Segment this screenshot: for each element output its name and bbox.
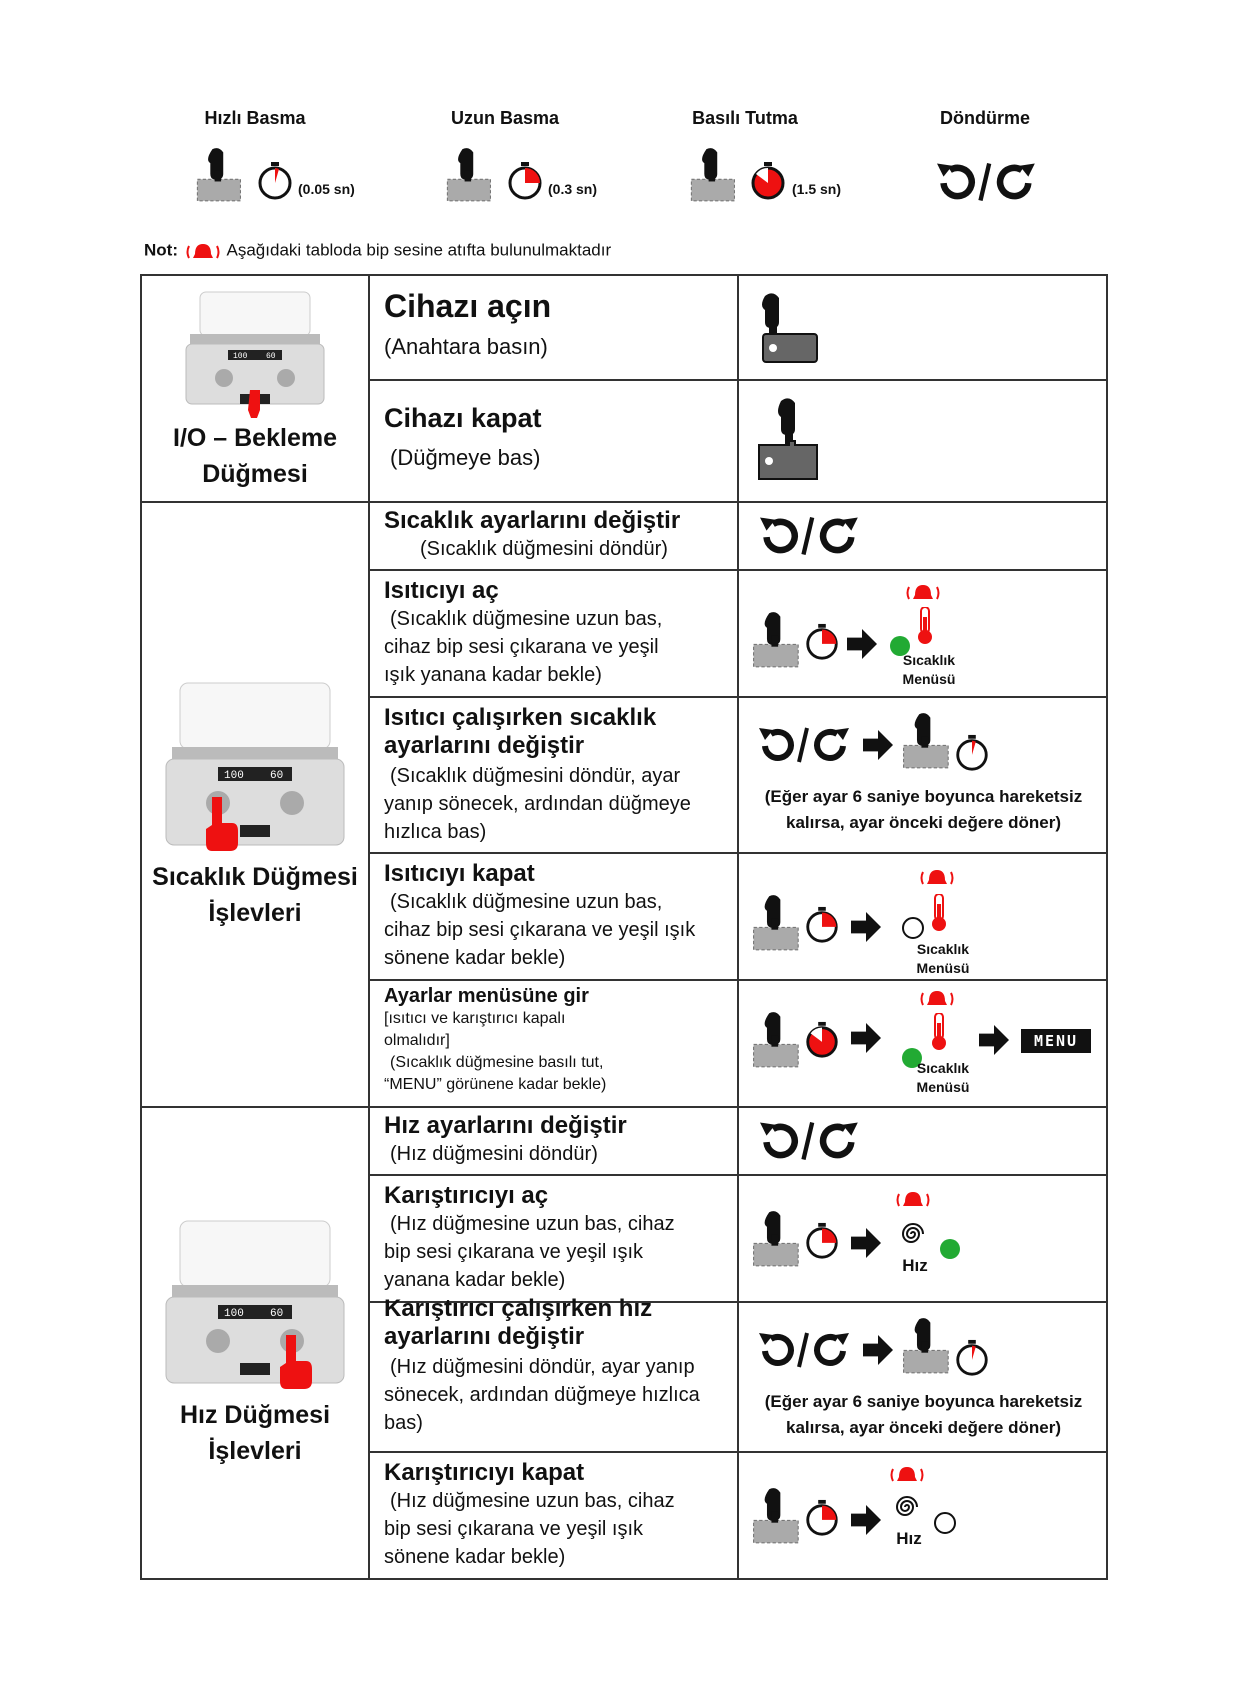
arrow-icon — [863, 1335, 893, 1365]
timer-icon — [748, 161, 788, 201]
action-title: Isıtıcıyı kapat — [384, 860, 535, 887]
legend-time: (1.5 sn) — [792, 181, 842, 197]
rotate-icon — [755, 722, 855, 768]
action-desc: sönecek, ardından düğmeye hızlıca — [384, 1384, 700, 1406]
press-icon — [190, 147, 250, 203]
action-desc: (Sıcaklık düğmesini döndür, ayar — [390, 765, 681, 787]
bell-icon — [919, 866, 955, 888]
icons-stirrer-off — [738, 1452, 1107, 1579]
action-title: Cihazı açın — [384, 288, 552, 324]
timer-icon — [953, 734, 991, 772]
timer-icon — [505, 161, 545, 201]
icons-stirrer-change — [738, 1302, 1107, 1452]
action-desc: (Anahtara basın) — [384, 334, 548, 359]
action-desc: sönene kadar bekle) — [384, 947, 566, 969]
press-icon — [751, 1487, 803, 1545]
action-desc: (Hız düğmesine uzun bas, cihaz — [390, 1490, 675, 1512]
action-temp-set — [369, 502, 738, 570]
icons-power-on — [738, 275, 1107, 380]
svg-text:60: 60 — [266, 351, 276, 361]
action-title: Karıştırıcıyı aç — [384, 1182, 549, 1209]
arrow-icon — [851, 912, 881, 942]
icons-temp-set — [738, 502, 1107, 570]
action-desc: (Sıcaklık düğmesine uzun bas, — [390, 608, 663, 630]
bell-icon — [895, 1188, 931, 1210]
action-desc: (Sıcaklık düğmesine uzun bas, — [390, 891, 663, 913]
thermometer-icon — [929, 894, 949, 934]
icons-heater-on — [738, 570, 1107, 697]
action-desc: [ısıtıcı ve karıştırıcı kapalı — [384, 1010, 566, 1027]
rotate-icon — [932, 157, 1042, 207]
press-icon — [901, 712, 953, 770]
temp-menu-label: Sıcaklık Menüsü — [916, 941, 970, 976]
press-icon — [440, 147, 500, 203]
timer-icon — [803, 1499, 841, 1537]
press-switch-icon — [753, 395, 823, 485]
action-desc: bas) — [384, 1412, 423, 1434]
menu-display: MENU — [1021, 1029, 1091, 1053]
legend-hold-press — [620, 108, 870, 227]
action-desc: (Sıcaklık düğmesine basılı tut, — [390, 1054, 604, 1071]
action-desc: bip sesi çıkarana ve yeşil ışık — [384, 1241, 643, 1263]
action-desc: hızlıca bas) — [384, 821, 487, 843]
action-desc: (Düğmeye bas) — [390, 445, 541, 470]
press-icon — [684, 147, 744, 203]
group-label: I/O – Bekleme Düğmesi — [173, 423, 337, 488]
svg-text:100: 100 — [233, 351, 248, 361]
action-title: Isıtıcı çalışırken sıcaklık — [384, 704, 657, 731]
speed-label: Hız — [896, 1529, 922, 1548]
legend-rotate — [860, 108, 1110, 227]
bell-icon — [919, 987, 955, 1009]
rotate-icon — [755, 511, 865, 561]
legend-time: (0.05 sn) — [298, 181, 355, 197]
group-temperature — [141, 502, 369, 1107]
action-desc: (Hız düğmesine uzun bas, cihaz — [390, 1213, 675, 1235]
note-text: Aşağıdaki tabloda bip sesine atıfta bulunulmaktadır — [226, 240, 612, 260]
timer-icon — [255, 161, 295, 201]
legend-long-press — [380, 108, 630, 227]
bell-icon — [183, 240, 223, 262]
group-label: Sıcaklık Düğmesi İşlevleri — [152, 862, 358, 927]
action-heater-off — [369, 853, 738, 980]
press-icon — [751, 1210, 803, 1268]
press-icon — [751, 611, 803, 669]
action-heater-change — [369, 697, 738, 853]
action-desc: ışık yanana kadar bekle) — [384, 664, 602, 686]
action-stirrer-change — [369, 1295, 738, 1452]
thermometer-icon — [915, 607, 935, 647]
group-label: Hız Düğmesi İşlevleri — [179, 1401, 331, 1465]
svg-text:100: 100 — [224, 1308, 244, 1320]
spiral-speed-icon — [893, 1493, 921, 1521]
beep-note — [144, 240, 611, 262]
action-title: Cihazı kapat — [384, 403, 542, 433]
action-desc: olmalıdır] — [384, 1032, 450, 1049]
hotplate-device-image — [160, 679, 350, 859]
rotate-icon — [755, 1116, 865, 1166]
action-desc: cihaz bip sesi çıkarana ve yeşil — [384, 636, 659, 658]
action-desc: cihaz bip sesi çıkarana ve yeşil ışık — [384, 919, 696, 941]
svg-text:100: 100 — [224, 769, 244, 782]
action-title: Isıtıcıyı aç — [384, 577, 499, 604]
legend-title: Basılı Tutma — [692, 108, 798, 128]
timer-icon — [953, 1339, 991, 1377]
speed-label: Hız — [902, 1256, 928, 1275]
icons-heater-change — [738, 697, 1107, 853]
press-icon — [901, 1317, 953, 1375]
icons-speed-set — [738, 1107, 1107, 1175]
timer-icon — [803, 906, 841, 944]
icons-heater-off — [738, 853, 1107, 980]
legend-quick-press — [130, 108, 380, 227]
action-title: Hız ayarlarını değiştir — [384, 1112, 627, 1139]
temp-menu-label: Sıcaklık Menüsü — [902, 652, 956, 687]
icons-stirrer-on — [738, 1175, 1107, 1302]
action-title: ayarlarını değiştir — [384, 1323, 585, 1350]
press-switch-icon — [753, 290, 823, 370]
action-stirrer-off — [369, 1452, 738, 1579]
action-desc: (Hız düğmesini döndür) — [390, 1143, 598, 1165]
arrow-icon — [851, 1023, 881, 1053]
action-stirrer-on — [369, 1175, 738, 1302]
rotate-icon — [755, 1327, 855, 1373]
svg-text:60: 60 — [270, 1308, 284, 1320]
action-desc: yanıp sönecek, ardından düğmeye — [384, 793, 691, 815]
action-title: Karıştırıcıyı kapat — [384, 1459, 585, 1486]
temp-menu-label: Sıcaklık Menüsü — [916, 1060, 970, 1095]
action-desc: (Hız düğmesini döndür, ayar yanıp — [390, 1356, 695, 1378]
legend-title: Hızlı Basma — [204, 108, 306, 128]
icons-power-off — [738, 380, 1107, 502]
bell-icon — [905, 581, 941, 603]
arrow-icon — [851, 1505, 881, 1535]
svg-text:60: 60 — [270, 769, 284, 782]
timer-icon — [803, 1021, 841, 1059]
action-title: Ayarlar menüsüne gir — [384, 985, 589, 1007]
spiral-speed-icon — [899, 1220, 927, 1248]
bell-icon — [889, 1463, 925, 1485]
legend-time: (0.3 sn) — [548, 181, 598, 197]
legend-title: Uzun Basma — [450, 108, 560, 128]
action-heater-on — [369, 570, 738, 697]
action-speed-set — [369, 1107, 738, 1175]
action-title: Sıcaklık ayarlarını değiştir — [384, 507, 681, 534]
press-legend — [0, 108, 1234, 248]
action-title: Karıştırıcı çalışırken hız — [384, 1295, 653, 1322]
press-icon — [751, 894, 803, 952]
timeout-caption: (Eğer ayar 6 saniye boyunca hareketsiz kalırsa, ayar önceki değere döner) — [764, 787, 1083, 832]
action-power-on — [369, 275, 738, 380]
action-desc: yanana kadar bekle) — [384, 1269, 566, 1291]
action-desc: “MENU” görünene kadar bekle) — [384, 1076, 607, 1093]
note-label: Not: — [144, 240, 178, 260]
press-icon — [751, 1011, 803, 1069]
action-desc: sönene kadar bekle) — [384, 1546, 566, 1568]
timeout-caption: (Eğer ayar 6 saniye boyunca hareketsiz kalırsa, ayar önceki değere döner) — [764, 1392, 1083, 1437]
arrow-icon — [979, 1025, 1009, 1055]
action-desc: bip sesi çıkarana ve yeşil ışık — [384, 1518, 643, 1540]
action-power-off — [369, 380, 738, 502]
action-desc: (Sıcaklık düğmesini döndür) — [420, 538, 668, 560]
arrow-icon — [863, 730, 893, 760]
group-io — [141, 275, 369, 502]
arrow-icon — [847, 629, 877, 659]
action-title: ayarlarını değiştir — [384, 732, 585, 759]
hotplate-device-image — [180, 290, 330, 420]
thermometer-icon — [929, 1013, 949, 1053]
group-speed — [141, 1107, 369, 1579]
timer-icon — [803, 623, 841, 661]
arrow-icon — [851, 1228, 881, 1258]
icons-settings-menu — [738, 980, 1107, 1107]
legend-title: Döndürme — [940, 108, 1030, 128]
timer-icon — [803, 1222, 841, 1260]
function-table — [140, 274, 1108, 1580]
hotplate-device-image — [160, 1217, 350, 1397]
light-off-icon — [901, 916, 925, 940]
action-settings-menu — [369, 980, 738, 1107]
